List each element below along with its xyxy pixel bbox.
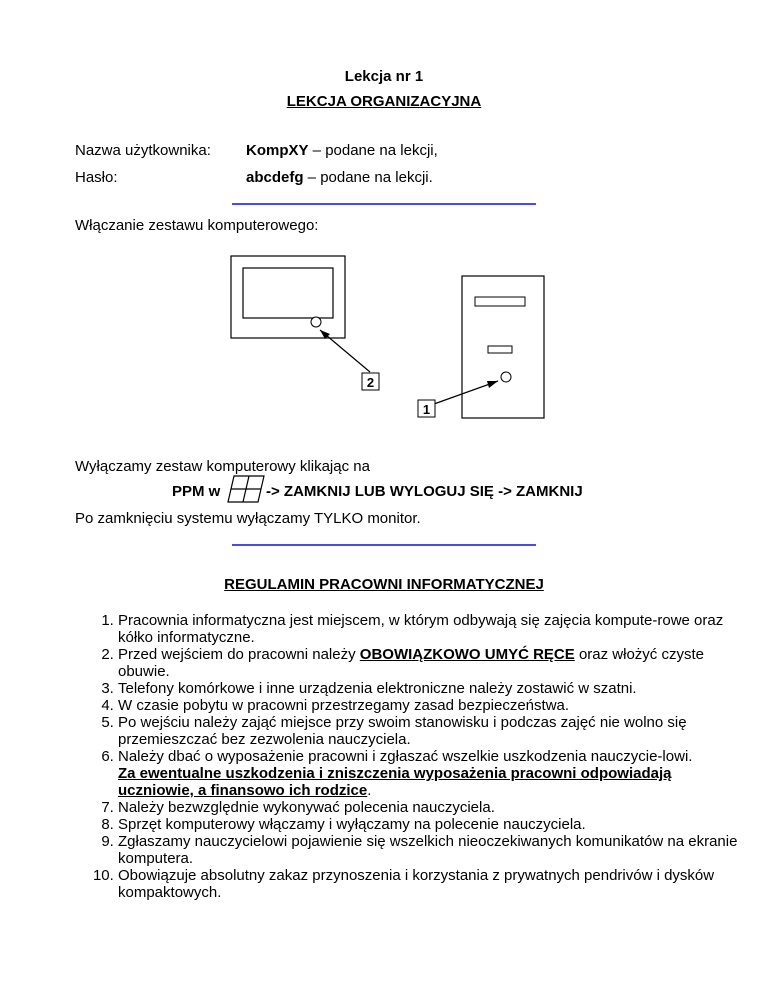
password-label: Hasło: bbox=[75, 169, 118, 186]
shutdown-line3: Po zamknięciu systemu wyłączamy TYLKO monitor. bbox=[75, 510, 421, 527]
rule-2-text: Przed wejściem do pracowni należy bbox=[118, 646, 360, 663]
rule-item bbox=[118, 646, 738, 680]
windows-start-icon bbox=[226, 474, 266, 504]
rule-item: 9. Zgłaszamy nauczycielowi pojawienie się wszelkich nieoczekiwanych komunikatów na ekranie komputera. bbox=[118, 833, 738, 867]
rule-2-emphasis: OBOWIĄZKOWO UMYĆ RĘCE bbox=[359, 646, 575, 663]
arrow-1-head bbox=[487, 381, 498, 388]
username-label: Nazwa użytkownika: bbox=[75, 142, 211, 159]
rule-item: 4. W czasie pobytu w pracowni przestrzegamy zasad bezpieczeństwa. bbox=[118, 697, 738, 714]
label-2: 2 bbox=[366, 375, 375, 390]
username-bold: KompXY bbox=[246, 142, 309, 159]
poweron-title: Włączanie zestawu komputerowego: bbox=[75, 217, 319, 234]
username-rest: – podane na lekcji, bbox=[308, 142, 438, 159]
shutdown-suffix: -> ZAMKNIJ LUB WYLOGUJ SIĘ -> ZAMKNIJ bbox=[266, 483, 583, 500]
pc-power-button bbox=[501, 372, 511, 382]
rule-6-text: Należy dbać o wyposażenie pracowni i zgłaszać wszelkie uszkodzenia nauczycie-lowi. bbox=[118, 748, 693, 765]
rule-item: 1. Pracownia informatyczna jest miejscem, w którym odbywają się zajęcia kompute-rowe oraz kółko informatyczne. bbox=[118, 612, 738, 646]
label-1: 1 bbox=[422, 402, 431, 417]
rule-6-note: Za ewentualne uszkodzenia i zniszczenia wyposażenia pracowni odpowiadają uczniowie, a finansowo ich rodzice bbox=[118, 765, 672, 799]
pc-drive-slot bbox=[488, 346, 512, 353]
rules-title: REGULAMIN PRACOWNI INFORMATYCZNEJ bbox=[224, 576, 544, 593]
rule-item: 3. Telefony komórkowe i inne urządzenia elektroniczne należy zostawić w szatni. bbox=[118, 680, 738, 697]
lesson-title: LEKCJA ORGANIZACYJNA bbox=[286, 93, 482, 110]
rules-list bbox=[80, 612, 738, 901]
password-bold: abcdefg bbox=[246, 169, 304, 186]
pc-drive-bay bbox=[475, 297, 525, 306]
rule-6-note-end: . bbox=[367, 782, 372, 799]
rule-2-rest: oraz włożyć czyste obuwie. bbox=[118, 646, 704, 680]
password-rest: – podane na lekcji. bbox=[303, 169, 433, 186]
separator-2 bbox=[232, 544, 536, 546]
rule-item: 10. Obowiązuje absolutny zakaz przynoszenia i korzystania z prywatnych pendrivów i dysków kompaktowych. bbox=[118, 867, 738, 901]
rule-item bbox=[118, 748, 738, 799]
rule-item: 8. Sprzęt komputerowy włączamy i wyłączamy na polecenie nauczyciela. bbox=[118, 816, 738, 833]
monitor-power-button bbox=[311, 317, 321, 327]
rule-item: 5. Po wejściu należy zająć miejsce przy swoim stanowisku i podczas zajęć nie wolno się przemieszczać bez zezwolenia nauczyciela. bbox=[118, 714, 738, 748]
monitor-screen bbox=[243, 268, 333, 318]
rule-item: 7. Należy bezwzględnie wykonywać polecenia nauczyciela. bbox=[118, 799, 738, 816]
shutdown-prefix: PPM w bbox=[172, 483, 221, 500]
lesson-number: Lekcja nr 1 bbox=[344, 68, 424, 85]
shutdown-line1: Wyłączamy zestaw komputerowy klikając na bbox=[75, 458, 370, 475]
